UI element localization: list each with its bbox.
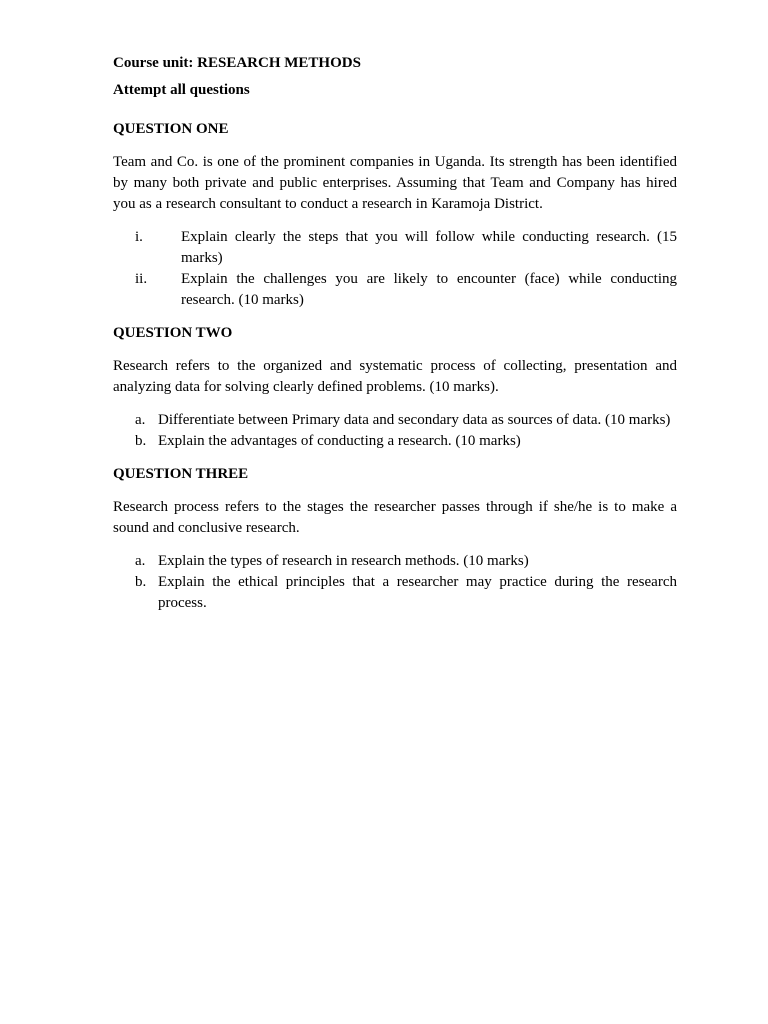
question-one-paragraph: Team and Co. is one of the prominent companies in Uganda. Its strength has been identified by many both private and public enterprises. Assuming that Team and Company has hired you as a research consultant to conduct a research in Karamoja District. (113, 154, 677, 212)
question-one-list (113, 227, 677, 311)
course-unit-title: Course unit: RESEARCH METHODS (113, 55, 361, 71)
question-one-section (113, 119, 677, 311)
list-item (113, 551, 677, 572)
list-item (113, 431, 677, 452)
list-item (113, 410, 677, 431)
question-two-list (113, 410, 677, 452)
list-marker: ii. (135, 271, 148, 287)
instruction-text: Attempt all questions (113, 82, 250, 98)
question-two-section (113, 323, 677, 452)
list-item (113, 227, 677, 269)
list-item (113, 572, 677, 614)
question-one-heading: QUESTION ONE (113, 121, 229, 137)
list-marker: i. (135, 229, 143, 245)
question-three-list (113, 551, 677, 614)
question-three-section (113, 464, 677, 614)
list-item-text: Explain clearly the steps that you will follow while conducting research. (15 marks) (181, 229, 677, 266)
list-item-text: Explain the challenges you are likely to encounter (face) while conducting research. (10 marks) (181, 271, 677, 308)
list-marker: b. (135, 433, 147, 449)
list-item-text: Explain the advantages of conducting a research. (10 marks) (158, 433, 521, 449)
list-item (113, 269, 677, 311)
list-marker: a. (135, 553, 146, 569)
question-three-heading: QUESTION THREE (113, 466, 249, 482)
list-item-text: Explain the ethical principles that a researcher may practice during the research process. (158, 574, 677, 611)
list-marker: a. (135, 412, 146, 428)
exam-page (113, 53, 677, 626)
question-three-paragraph: Research process refers to the stages the researcher passes through if she/he is to make a sound and conclusive research. (113, 499, 677, 536)
question-two-heading: QUESTION TWO (113, 325, 233, 341)
list-item-text: Differentiate between Primary data and secondary data as sources of data. (10 marks) (158, 412, 671, 428)
list-marker: b. (135, 574, 147, 590)
question-two-paragraph: Research refers to the organized and systematic process of collecting, presentation and analyzing data for solving clearly defined problems. (10 marks). (113, 358, 677, 395)
list-item-text: Explain the types of research in research methods. (10 marks) (158, 553, 529, 569)
